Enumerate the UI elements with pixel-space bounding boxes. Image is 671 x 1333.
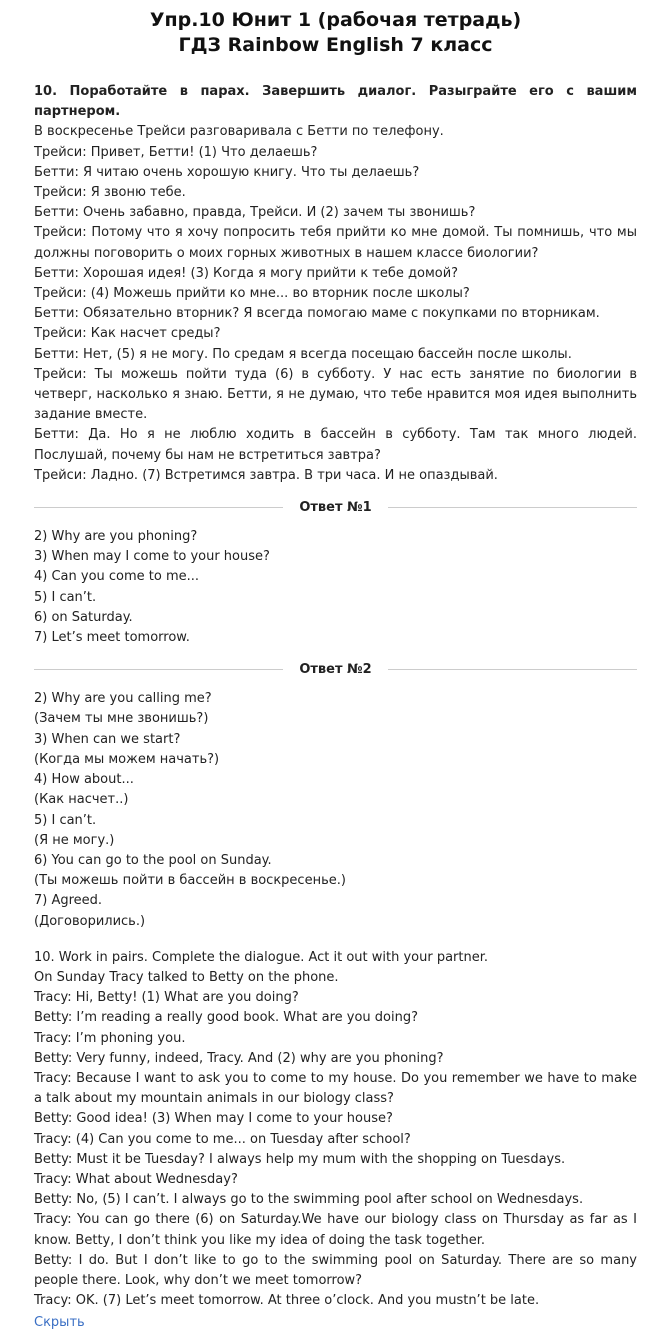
dialogue-line: Трейси: Потому что я хочу попросить тебя прийти ко мне домой. Ты помнишь, что мы должны поговорить о моих горных животных в нашем классе биологии? <box>34 225 637 261</box>
dialogue-line: Tracy: Because I want to ask you to come to my house. Do you remember we have to make a talk about my mountain animals in our biology class? <box>34 1070 637 1107</box>
dialogue-line: Трейси: (4) Можешь прийти ко мне... во вторник после школы? <box>34 286 470 302</box>
dialogue-line: Бетти: Да. Но я не люблю ходить в бассейн в субботу. Там так много людей. Послушай, почему бы нам не встретиться завтра? <box>34 427 637 463</box>
task-heading: 10. Поработайте в парах. Завершить диалог. Разыграйте его с вашим партнером. <box>34 84 637 120</box>
answer-line: 2) Why are you calling me? <box>34 691 212 707</box>
dialogue-line: Бетти: Я читаю очень хорошую книгу. Что ты делаешь? <box>34 164 420 180</box>
answer-line: 2) Why are you phoning? <box>34 529 198 545</box>
answer-line: 6) You can go to the pool on Sunday. <box>34 852 272 868</box>
dialogue-line: Трейси: Привет, Бетти! (1) Что делаешь? <box>34 144 318 160</box>
page-title <box>34 8 637 58</box>
answer-line: 3) When can we start? <box>34 731 181 747</box>
task-english-lines <box>34 948 637 1312</box>
answer-line: (Зачем ты мне звонишь?) <box>34 711 209 727</box>
task-russian <box>34 82 637 486</box>
hide-link[interactable]: Скрыть <box>34 1315 85 1331</box>
dialogue-line: Betty: No, (5) I can’t. I always go to the swimming pool after school on Wednesdays. <box>34 1192 584 1208</box>
answer-line: (Когда мы можем начать?) <box>34 751 220 767</box>
answer1-separator <box>34 500 637 515</box>
answer-line: 7) Agreed. <box>34 893 103 909</box>
dialogue-line: Бетти: Очень забавно, правда, Трейси. И (2) зачем ты звонишь? <box>34 205 476 221</box>
dialogue-line: On Sunday Tracy talked to Betty on the phone. <box>34 969 339 985</box>
dialogue-line: Tracy: Hi, Betty! (1) What are you doing? <box>34 990 299 1006</box>
dialogue-line: В воскресенье Трейси разговаривала с Бетти по телефону. <box>34 124 444 140</box>
dialogue-line: Tracy: You can go there (6) on Saturday.We have our biology class on Thursday as far as I know. Betty, I don’t think you like my idea of doing the task together. <box>34 1212 637 1248</box>
separator-rule-left <box>34 669 283 670</box>
dialogue-line: Трейси: Как насчет среды? <box>34 326 221 342</box>
answer-line: 7) Let’s meet tomorrow. <box>34 630 190 646</box>
dialogue-line: Betty: I’m reading a really good book. What are you doing? <box>34 1010 418 1026</box>
separator-rule-left <box>34 507 283 508</box>
answer-line: 5) I can’t. <box>34 589 97 605</box>
answer2-separator <box>34 662 637 677</box>
separator-rule-right <box>388 507 637 508</box>
answer2-lines <box>34 689 637 931</box>
separator-rule-right <box>388 669 637 670</box>
dialogue-line: Betty: Good idea! (3) When may I come to your house? <box>34 1111 393 1127</box>
answer-line: 5) I can’t. <box>34 812 97 828</box>
dialogue-line: Бетти: Нет, (5) я не могу. По средам я всегда посещаю бассейн после школы. <box>34 346 572 362</box>
answer-line: (Как насчет..) <box>34 792 129 808</box>
answer-line: 4) How about... <box>34 772 134 788</box>
dialogue-line: Бетти: Хорошая идея! (3) Когда я могу прийти к тебе домой? <box>34 265 459 281</box>
answer-line: 3) When may I come to your house? <box>34 549 270 565</box>
answer-line: 6) on Saturday. <box>34 609 133 625</box>
answer-line: (Ты можешь пойти в бассейн в воскресенье.) <box>34 873 346 889</box>
task-russian-lines <box>34 122 637 486</box>
answer1-label: Ответ №1 <box>299 500 372 516</box>
answer-line: 4) Can you come to me... <box>34 569 200 585</box>
dialogue-line: Трейси: Я звоню тебе. <box>34 185 186 201</box>
answer-line: (Я не могу.) <box>34 832 115 848</box>
dialogue-line: Betty: Must it be Tuesday? I always help my mum with the shopping on Tuesdays. <box>34 1151 566 1167</box>
dialogue-line: Tracy: OK. (7) Let’s meet tomorrow. At three o’clock. And you mustn’t be late. <box>34 1293 540 1309</box>
dialogue-line: Tracy: What about Wednesday? <box>34 1171 238 1187</box>
dialogue-line: Трейси: Ладно. (7) Встретимся завтра. В три часа. И не опаздывай. <box>34 467 498 483</box>
dialogue-line: Betty: I do. But I don’t like to go to the swimming pool on Saturday. There are so many people there. Look, why don’t we meet tomorrow? <box>34 1252 637 1288</box>
page-title-line2: ГДЗ Rainbow English 7 класс <box>178 34 493 56</box>
answer1-lines <box>34 527 637 648</box>
answer-line: (Договорились.) <box>34 913 146 929</box>
dialogue-line: Tracy: I’m phoning you. <box>34 1030 186 1046</box>
dialogue-line: Betty: Very funny, indeed, Tracy. And (2) why are you phoning? <box>34 1050 444 1066</box>
answer2-label: Ответ №2 <box>299 662 372 678</box>
page-title-line1: Упр.10 Юнит 1 (рабочая тетрадь) <box>149 9 522 31</box>
dialogue-line: Трейси: Ты можешь пойти туда (6) в субботу. У нас есть занятие по биологии в четверг, насколько я знаю. Бетти, я не думаю, что тебе нравится моя идея выполнить задание вместе. <box>34 366 637 423</box>
dialogue-line: 10. Work in pairs. Complete the dialogue. Act it out with your partner. <box>34 949 489 965</box>
dialogue-line: Tracy: (4) Can you come to me... on Tuesday after school? <box>34 1131 411 1147</box>
dialogue-line: Бетти: Обязательно вторник? Я всегда помогаю маме с покупками по вторникам. <box>34 306 600 322</box>
